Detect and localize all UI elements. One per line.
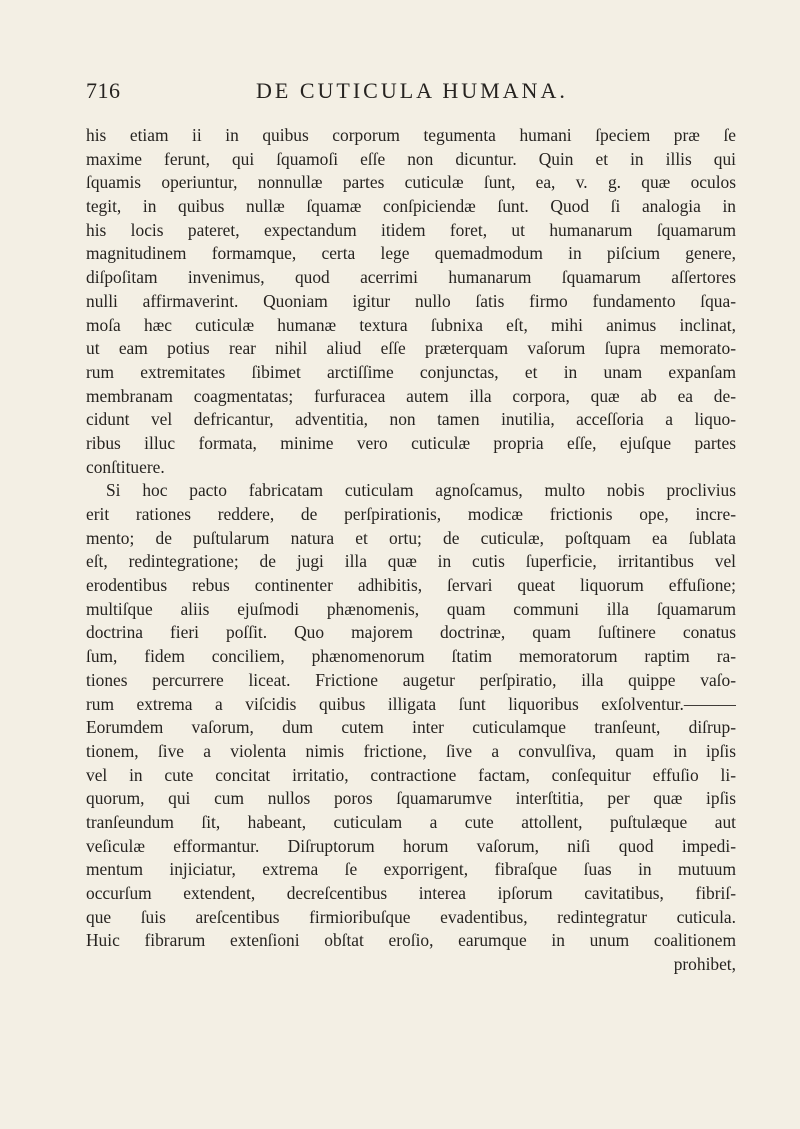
text-line: nulli affirmaverint. Quoniam igitur nullo ſatis firmo fundamento ſqua- [86,290,736,311]
text-line: Huic fibrarum extenſioni obſtat eroſio, earumque in unum coalitionem [86,930,736,951]
text-line: doctrina fieri poſſit. Quo majorem doctrinæ, quam ſuſtinere conatus [86,622,736,643]
text-line: veſiculæ efformantur. Diſruptorum horum vaſorum, niſi quod impedi- [86,835,736,856]
text-line: diſpoſitam invenimus, quod acerrimi humanarum ſquamarum aſſertores [86,267,736,288]
text-line: magnitudinem formamque, certa lege quemadmodum in piſcium genere, [86,243,736,264]
body-text [86,124,736,977]
text-line: erit rationes reddere, de perſpirationis, modicæ frictionis ope, incre- [86,504,736,524]
text-line: tegit, in quibus nullæ ſquamæ conſpiciendæ ſunt. Quod ſi analogia in [86,196,736,217]
text-line: erodentibus rebus continenter adhibitis, ſervari queat liquorum effuſione; [86,575,736,596]
text-line: maxime ferunt, qui ſquamoſi eſſe non dicuntur. Quin et in illis qui [86,148,736,169]
text-line: rum extremitates ſibimet arctiſſime conjunctas, et in unam expanſam [86,361,736,382]
text-line: membranam coagmentatas; furfuracea autem illa corpora, quæ ab ea de- [86,385,736,406]
text-line: rum extrema a viſcidis quibus illigata ſunt liquoribus exſolventur.——— [86,693,736,714]
text-line: quorum, qui cum nullos poros ſquamarumve interſtitia, per quæ ipſis [86,788,736,809]
text-line: his locis pateret, expectandum itidem foret, ut humanarum ſquamarum [86,219,736,240]
page-header [86,78,736,108]
text-line: ut eam potius rear nihil aliud eſſe præterquam vaſorum ſupra memorato- [86,338,736,359]
text-line: ribus illuc formata, minime vero cuticulæ propria eſſe, ejuſque partes [86,432,736,453]
text-line: tranſeundum ſit, habeant, cuticulam a cute attollent, puſtulæque aut [86,811,736,832]
text-line: his etiam ii in quibus corporum tegumenta humani ſpeciem præ ſe [86,125,736,145]
catchword: prohibet, [673,954,736,975]
text-line: vel in cute concitat irritatio, contractione factam, conſequitur effuſio li- [86,764,736,785]
running-head: DE CUTICULA HUMANA. [256,78,568,103]
text-line: tionem, ſive a violenta nimis frictione, ſive a convulſiva, quam in ipſis [86,740,736,761]
text-line: ſquamis operiuntur, nonnullæ partes cuticulæ ſunt, ea, v. g. quæ oculos [86,172,736,193]
text-line: Si hoc pacto fabricatam cuticulam agnoſcamus, multo nobis proclivius [106,480,736,501]
text-line: multiſque aliis ejuſmodi phænomenis, quam communi illa ſquamarum [86,598,736,619]
text-line: tiones percurrere liceat. Frictione augetur perſpiratio, illa quippe vaſo- [86,669,736,690]
text-line: moſa hæc cuticulæ humanæ textura ſubnixa eſt, mihi animus inclinat, [86,314,736,335]
text-line: cidunt vel defricantur, adventitia, non tamen inutilia, acceſſoria a liquo- [86,409,736,430]
text-line: occurſum extendent, decreſcentibus interea ipſorum cavitatibus, fibriſ- [86,883,736,903]
text-line: mentum injiciatur, extrema ſe exporrigent, fibraſque ſuas in mutuum [86,859,736,880]
text-line: ſum, fidem conciliem, phænomenorum ſtatim memoratorum raptim ra- [86,646,736,667]
page-number: 716 [86,78,121,103]
paragraph [86,124,736,479]
paragraph [86,479,736,953]
text-line: conſtituere. [86,456,165,477]
text-line: Eorumdem vaſorum, dum cutem inter cuticulamque tranſeunt, diſrup- [86,717,736,738]
text-line: eſt, redintegratione; de jugi illa quæ in cutis ſuperficie, irritantibus vel [86,551,736,572]
text-line: mento; de puſtularum natura et ortu; de cuticulæ, poſtquam ea ſublata [86,527,736,548]
text-line: que ſuis areſcentibus firmioribuſque evadentibus, redintegratur cuticula. [86,906,736,927]
